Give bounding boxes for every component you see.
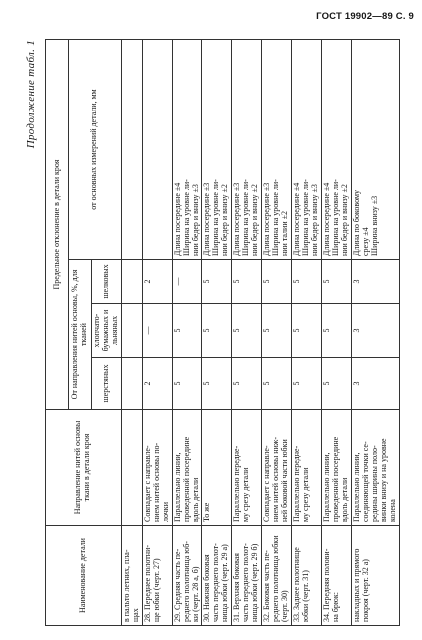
table-row <box>232 40 262 626</box>
cell-part: в пальто летних, пла- щах <box>121 526 142 626</box>
cell-cotton: 5 <box>321 304 351 358</box>
cell-cotton <box>121 304 142 358</box>
cell-direction: Параллельно линии, соединяющей точки се- редины ширины поло- винки внизу и на уровне колена <box>351 410 399 526</box>
cell-cotton: 5 <box>202 304 232 358</box>
cell-cotton: 5 <box>232 304 262 358</box>
cell-part: 34. Передняя полови- на брюк: <box>321 526 351 626</box>
cell-silk: 5 <box>202 260 232 304</box>
cell-main: Длина посередине ±3 Ширина на уровне ли- нии бедер и внизу ±2 <box>232 40 262 260</box>
cell-cotton: 5 <box>292 304 322 358</box>
cell-direction <box>121 410 142 526</box>
cell-main: Длина посередине ±3 Ширина на уровне ли- нии бедер и внизу ±2 <box>202 40 232 260</box>
cell-main: Длина посередине ±3 Ширина на уровне ли- нии талии ±2 <box>262 40 292 260</box>
cell-direction: Параллельно линии, проведенной посередине вдоль детали <box>321 410 351 526</box>
cell-silk: 2 <box>142 260 172 304</box>
cell-woolen: 5 <box>232 358 262 410</box>
table-header <box>46 40 122 626</box>
cell-direction: Параллельно линии, проведенной посередине вдоль детали <box>172 410 202 526</box>
column-header-cotton: хлопчато-бумажных и льняных <box>92 304 122 358</box>
cell-direction: То же <box>202 410 232 526</box>
column-header-direction: Направление нитей основы ткани в детали кроя <box>46 410 122 526</box>
table-row <box>172 40 202 626</box>
cell-silk: 5 <box>321 260 351 304</box>
column-header-woolen: шерстяных <box>92 358 122 410</box>
cell-silk: 5 <box>232 260 262 304</box>
cell-silk: 3 <box>351 260 399 304</box>
cell-part: 32. Боковая часть пе- реднего полотнища юбки (черт. 30) <box>262 526 292 626</box>
cell-woolen: 5 <box>321 358 351 410</box>
cell-part: 33. Заднее полотнище юбки (черт. 31) <box>292 526 322 626</box>
cell-main <box>142 40 172 260</box>
table-row <box>142 40 172 626</box>
cell-woolen: 5 <box>172 358 202 410</box>
cell-part: 30. Нижняя боковая часть переднего полот- нища юбки (черт. 29 а) <box>202 526 232 626</box>
column-header-silk: шелковых <box>92 260 122 304</box>
table-row <box>262 40 292 626</box>
table-row <box>202 40 232 626</box>
cell-woolen: 5 <box>202 358 232 410</box>
cell-silk: — <box>172 260 202 304</box>
cell-cotton: 5 <box>172 304 202 358</box>
cell-cotton: 5 <box>262 304 292 358</box>
cell-direction: Совпадает с направле- нием нитей основы по- лочки <box>142 410 172 526</box>
cell-woolen: 5 <box>292 358 322 410</box>
cell-direction: Совпадает с направле- нием нитей основы ниж- ней боковой части юбки <box>262 410 292 526</box>
cell-main: Длина посередине ±4 Ширина на уровне ли- нии бедер и внизу ±3 <box>292 40 322 260</box>
cell-woolen: 2 <box>142 358 172 410</box>
column-header-part-name: Наименование детали <box>46 526 122 626</box>
column-header-from-warp: От направления нитей основы, %, для тканей <box>69 260 92 410</box>
cell-silk: 5 <box>262 260 292 304</box>
table-row <box>351 40 399 626</box>
cell-part: накладных и прямого покроя (черт. 32 а) <box>351 526 399 626</box>
cell-part: 29. Средняя часть пе- реднего полотнища юб- ки (черт. 28 а, б) <box>172 526 202 626</box>
cell-direction: Параллельно передне- му срезу детали <box>292 410 322 526</box>
table-row <box>292 40 322 626</box>
cell-woolen: 5 <box>262 358 292 410</box>
cell-cotton: — <box>142 304 172 358</box>
cell-silk: 5 <box>292 260 322 304</box>
cell-part: 28. Переднее полотни- ще юбки (черт. 27) <box>142 526 172 626</box>
cell-main: Длина посередине ±4 Ширина на уровне ли- нии бедер и внизу ±2 <box>321 40 351 260</box>
column-header-deviation-group: Предельное отклонение в детали кроя <box>46 40 69 410</box>
rotated-page-content <box>25 40 404 626</box>
table-row <box>321 40 351 626</box>
cell-direction: Параллельно передне- му срезу детали <box>232 410 262 526</box>
cell-main: Длина по боковому срезу ±4 Ширина внизу ±3 <box>351 40 399 260</box>
cell-woolen: 3 <box>351 358 399 410</box>
table-row <box>121 40 142 626</box>
cell-cotton: 3 <box>351 304 399 358</box>
column-header-from-main: от основных измерений детали, мм <box>69 40 122 260</box>
table-continuation-caption: Продолжение табл. 1 <box>25 40 37 149</box>
cell-main <box>121 40 142 260</box>
page-header: ГОСТ 19902—89 С. 9 <box>316 11 414 22</box>
cell-silk <box>121 260 142 304</box>
cell-woolen <box>121 358 142 410</box>
specification-table <box>45 39 400 626</box>
cell-main: Длина посередине ±4 Ширина на уровне ли- нии бедер и внизу ±3 <box>172 40 202 260</box>
cell-part: 31. Верхняя боковая часть переднего полот- нища юбки (черт. 29 б) <box>232 526 262 626</box>
